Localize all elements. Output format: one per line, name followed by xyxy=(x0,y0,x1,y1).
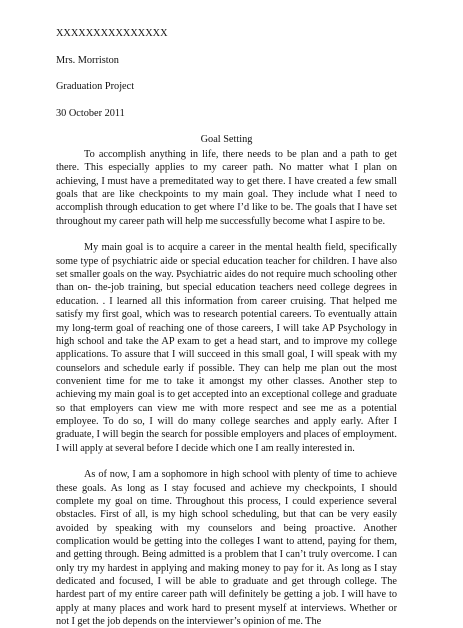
teacher-name: Mrs. Morriston xyxy=(56,54,119,66)
paragraph-main-goal: My main goal is to acquire a career in the mental health field, specifically some type of psychiatric aide or special education teacher for children. I have also set smaller goals on the way. Psychiatric aides do not require much schooling other than on- the-job training, but special education teachers need college degrees in education. . I learned all this information from career cruising. That helped me satisfy my first goal, which was to research potential careers. To eventually attain my long-term goal of reaching one of those careers, I will take AP Psychology in high school and take the AP exam to get a head start, and to improve my college applications. To assure that I will succeed in this small goal, I will speak with my counselors and schedule early if possible. They can help me plan out the most convenient time for me to take it amongst my other classes. Another step to achieving my main goal is to get accepted into an exceptional college and graduate so that employers can view me with more respect and see me as a potential employee. To do so, I will do many college searches and apply early. After I graduate, I will begin the search for possible employers and places of employment. I will apply at several before I decide which one I am really interested in. xyxy=(56,242,397,454)
paragraph-obstacles: As of now, I am a sophomore in high school with plenty of time to achieve these goals. As long as I stay focused and achieve my checkpoints, I should complete my goal on time. Throughout this process, I could experience several obstacles. First of all, is my high school scheduling, but that can be very easily avoided by speaking with my counselors and being proactive. Another complication would be getting into the colleges I want to attend, paying for them, and getting through. Being admitted is a problem that I can’t truly overcome. I can only try my hardest in applying and making money to pay for it. As long as I stay dedicated and focused, I will be able to graduate and get through college. The hardest part of my entire career path will definitely be getting a job. I will have to apply at many places and work hard to present myself at interviews. Whether or not I get the job depends on the interviewer’s opinion of me. The xyxy=(56,469,397,628)
paragraph-intro: To accomplish anything in life, there needs to be plan and a path to get there. This especially applies to my career path. No matter what I plan on achieving, I must have a premeditated way to get there. I have created a few small goals that are like checkpoints to my main goal. They include what I need to accomplish through education to get where I’d like to be. The goals that I have set throughout my career path will help me successfully become what I aspire to be. xyxy=(56,149,397,227)
document-date: 30 October 2011 xyxy=(56,107,125,119)
course-name: Graduation Project xyxy=(56,81,135,92)
document-title: Goal Setting xyxy=(200,134,253,145)
student-name: XXXXXXXXXXXXXXX xyxy=(56,28,168,39)
